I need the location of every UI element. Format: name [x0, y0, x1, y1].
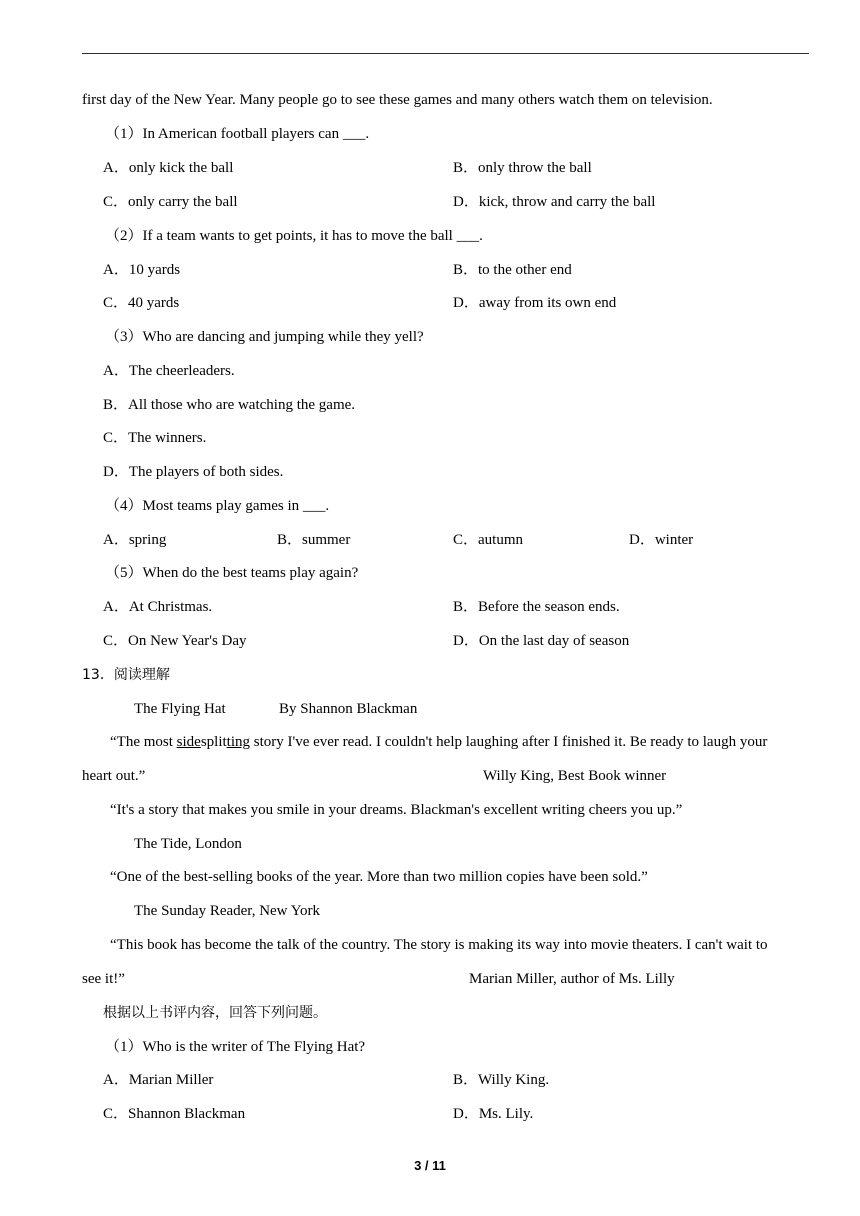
question-stem: （1）Who is the writer of The Flying Hat?	[105, 1039, 366, 1055]
option-a[interactable]: A．only kick the ball	[103, 160, 234, 176]
option-d[interactable]: D．On the last day of season	[453, 633, 630, 649]
option-d[interactable]: D．kick, throw and carry the ball	[453, 194, 656, 210]
option-b[interactable]: B．summer	[277, 532, 351, 548]
question-stem: （3）Who are dancing and jumping while they yell?	[105, 329, 424, 345]
option-c[interactable]: C．only carry the ball	[103, 194, 238, 210]
option-a[interactable]: A．10 yards	[103, 262, 181, 278]
option-d[interactable]: D．The players of both sides.	[103, 464, 284, 480]
review-source: The Sunday Reader, New York	[134, 903, 321, 919]
option-d[interactable]: D．away from its own end	[453, 295, 617, 311]
book-author: By Shannon Blackman	[279, 701, 418, 717]
option-b[interactable]: B．only throw the ball	[453, 160, 592, 176]
option-c[interactable]: C．The winners.	[103, 430, 207, 446]
section-heading: 13．阅读理解	[82, 667, 170, 683]
page-number: 3 / 11	[414, 1158, 446, 1173]
option-c[interactable]: C．autumn	[453, 532, 523, 548]
book-title: The Flying Hat	[134, 701, 226, 717]
header-rule	[82, 53, 809, 54]
option-a[interactable]: A．spring	[103, 532, 167, 548]
review-quote: “It's a story that makes you smile in your dreams. Blackman's excellent writing cheers you up.”	[110, 802, 683, 818]
option-b[interactable]: B．to the other end	[453, 262, 572, 278]
option-c[interactable]: C．On New Year's Day	[103, 633, 247, 649]
option-d[interactable]: D．winter	[629, 532, 694, 548]
option-b[interactable]: B．Before the season ends.	[453, 599, 620, 615]
option-b[interactable]: B．Willy King.	[453, 1072, 550, 1088]
option-c[interactable]: C．40 yards	[103, 295, 180, 311]
review-source: The Tide, London	[134, 836, 242, 852]
question-stem: （5）When do the best teams play again?	[105, 565, 359, 581]
question-stem: （1）In American football players can ___.	[105, 126, 370, 142]
review-source: Willy King, Best Book winner	[483, 768, 667, 784]
underlined-word-part: side	[176, 734, 201, 750]
passage-text: first day of the New Year. Many people go to see these games and many others watch them on television.	[82, 92, 713, 108]
review-quote: “This book has become the talk of the country. The story is making its way into movie theaters. I can't wait to	[110, 937, 768, 953]
option-d[interactable]: D．Ms. Lily.	[453, 1106, 534, 1122]
underlined-word-part: ting	[226, 734, 251, 750]
question-stem: （2）If a team wants to get points, it has to move the ball ___.	[105, 228, 483, 244]
option-a[interactable]: A．Marian Miller	[103, 1072, 214, 1088]
review-quote-continued: see it!”	[82, 971, 125, 987]
review-source: Marian Miller, author of Ms. Lilly	[469, 971, 675, 987]
review-quote: “One of the best-selling books of the year. More than two million copies have been sold.”	[110, 869, 648, 885]
review-quote: “The most sidesplitting story I've ever read. I couldn't help laughing after I finished it. Be ready to laugh your	[110, 734, 768, 750]
option-a[interactable]: A．The cheerleaders.	[103, 363, 235, 379]
option-c[interactable]: C．Shannon Blackman	[103, 1106, 246, 1122]
question-stem: （4）Most teams play games in ___.	[105, 498, 330, 514]
instruction-text: 根据以上书评内容，回答下列问题。	[103, 1005, 327, 1021]
option-a[interactable]: A．At Christmas.	[103, 599, 213, 615]
option-b[interactable]: B．All those who are watching the game.	[103, 397, 356, 413]
review-quote-continued: heart out.”	[82, 768, 146, 784]
